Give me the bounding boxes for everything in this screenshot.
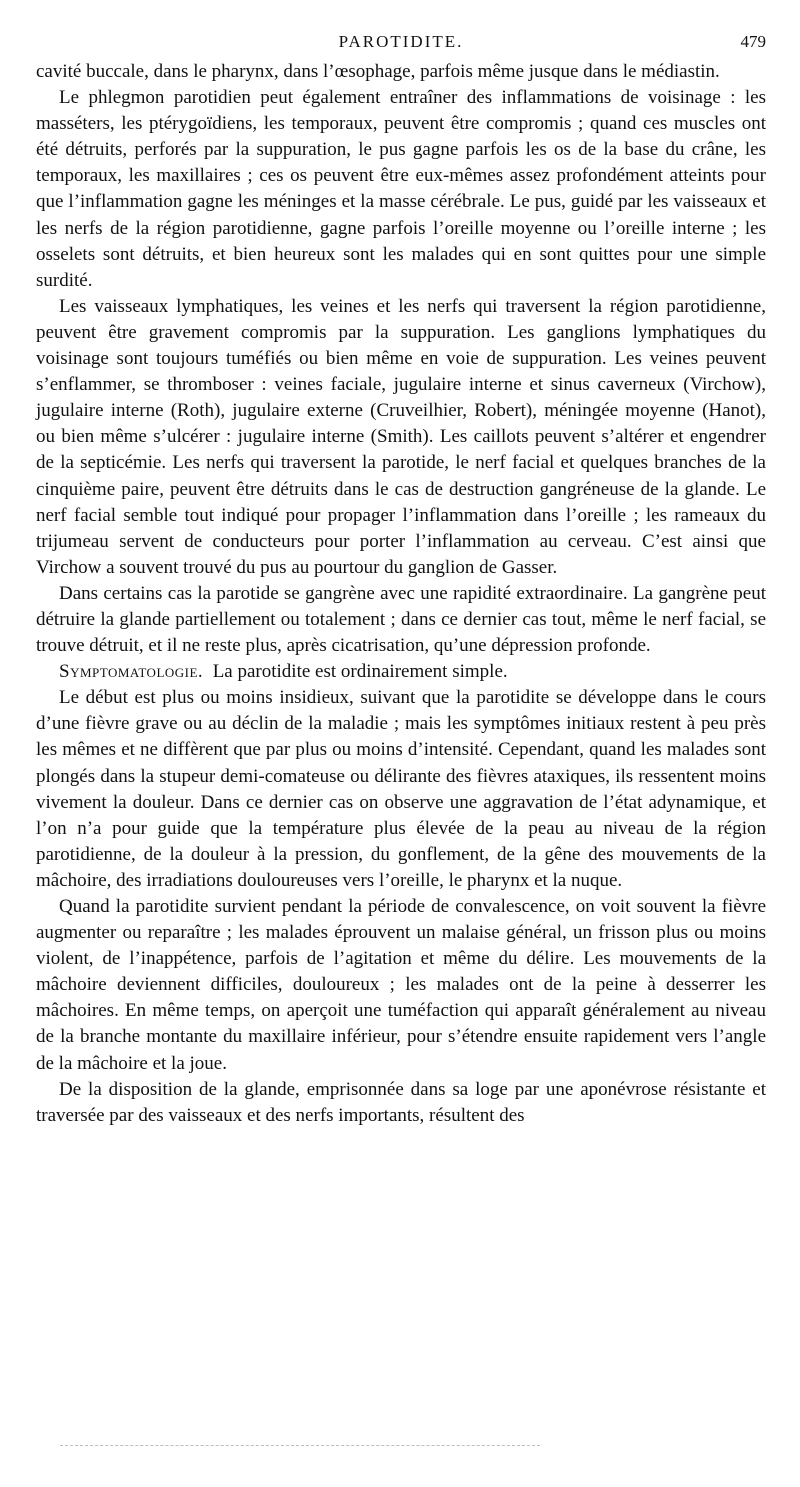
paragraph: Quand la parotidite survient pendant la période de convalescence, on voit souvent la fièvre augmenter ou reparaître ; les malades éprouvent un malaise général, un frisson plus ou moins violent, de l’inappétence, parfois de l’agitation et même du délire. Les mouvements de la mâchoire deviennent difficiles, douloureux ; les malades ont de la peine à desserrer les mâchoires. En même temps, on aperçoit une tuméfaction qui apparaît généralement au niveau de la branche montante du maxillaire inférieur, pour s’étendre ensuite rapidement vers l’angle de la mâchoire et la joue. xyxy=(36,896,766,1074)
running-title: PAROTIDITE. xyxy=(338,32,464,51)
paragraph: Le phlegmon parotidien peut également entraîner des inflammations de voisinage : les masséters, les ptérygoïdiens, les temporaux, peuvent être compromis ; quand ces muscles ont été détruits, perforés par la suppuration, le pus gagne parfois les os de la base du crâne, les temporaux, les maxillaires ; ces os peuvent être eux-mêmes assez profondément atteints pour que l’inflammation gagne les méninges et la masse cérébrale. Le pus, guidé par les vaisseaux et les nerfs de la région parotidienne, gagne parfois l’oreille moyenne ou l’oreille interne ; les osselets sont détruits, et bien heureux sont les malades qui en sont quittes pour une simple surdité. xyxy=(36,87,766,291)
paragraph: Dans certains cas la parotide se gangrène avec une rapidité extraordinaire. La gangrène peut détruire la glande partiellement ou totalement ; dans ce dernier cas tout, même le nerf facial, se trouve détruit, et il ne reste plus, après cicatrisation, qu’une dépression profonde. xyxy=(36,582,766,657)
section-paragraph xyxy=(36,659,766,685)
footer-rule xyxy=(60,1445,540,1446)
section-heading-symptomatologie: Symptomatologie. xyxy=(59,661,204,683)
body-text xyxy=(36,59,766,1129)
paragraph: Le début est plus ou moins insidieux, suivant que la parotidite se développe dans le cours d’une fièvre grave ou au déclin de la maladie ; mais les symptômes initiaux restent à peu près les mêmes et ne diffèrent que par plus ou moins d’intensité. Cependant, quand les malades sont plongés dans la stupeur demi-comateuse ou délirante des fièvres ataxiques, ils ressentent moins vivement la douleur. Dans ce dernier cas on observe une aggravation de l’état adynamique, et l’on n’a pour guide que la température plus élevée de la peau au niveau de la région parotidienne, de la douleur à la pression, du gonflement, de la gêne des mouvements de la mâchoire, des irradiations douloureuses vers l’oreille, le pharynx et la nuque. xyxy=(36,687,766,891)
paragraph: Les vaisseaux lymphatiques, les veines et les nerfs qui traversent la région parotidienne, peuvent être gravement compromis par la suppuration. Les ganglions lymphatiques du voisinage sont toujours tuméfiés ou bien même en voie de suppuration. Les veines peuvent s’enflammer, se thromboser : veines faciale, jugulaire interne et sinus caverneux (Virchow), jugulaire interne (Roth), jugulaire externe (Cruveilhier, Robert), méningée moyenne (Hanot), ou bien même s’ulcérer : jugulaire interne (Smith). Les caillots peuvent s’altérer et engendrer de la septicémie. Les nerfs qui traversent la parotide, le nerf facial et quelques branches de la cinquième paire, peuvent être détruits dans le cas de destruction gangréneuse de la glande. Le nerf facial semble tout indiqué pour propager l’inflammation dans l’oreille ; les rameaux du trijumeau servent de conducteurs pour porter l’inflammation au cerveau. C’est ainsi que Virchow a souvent trouvé du pus au pourtour du ganglion de Gasser. xyxy=(36,295,766,578)
page-number: 479 xyxy=(740,32,766,51)
paragraph-truncated: De la disposition de la glande, emprisonnée dans sa loge par une aponévrose résistante et traversée par des vaisseaux et des nerfs importants, résultent des xyxy=(36,1078,766,1126)
paragraph-continuation: cavité buccale, dans le pharynx, dans l’œsophage, parfois même jusque dans le médiastin. xyxy=(36,61,720,82)
section-lead-text: La parotidite est ordinairement simple. xyxy=(212,661,508,683)
running-head xyxy=(36,32,766,54)
